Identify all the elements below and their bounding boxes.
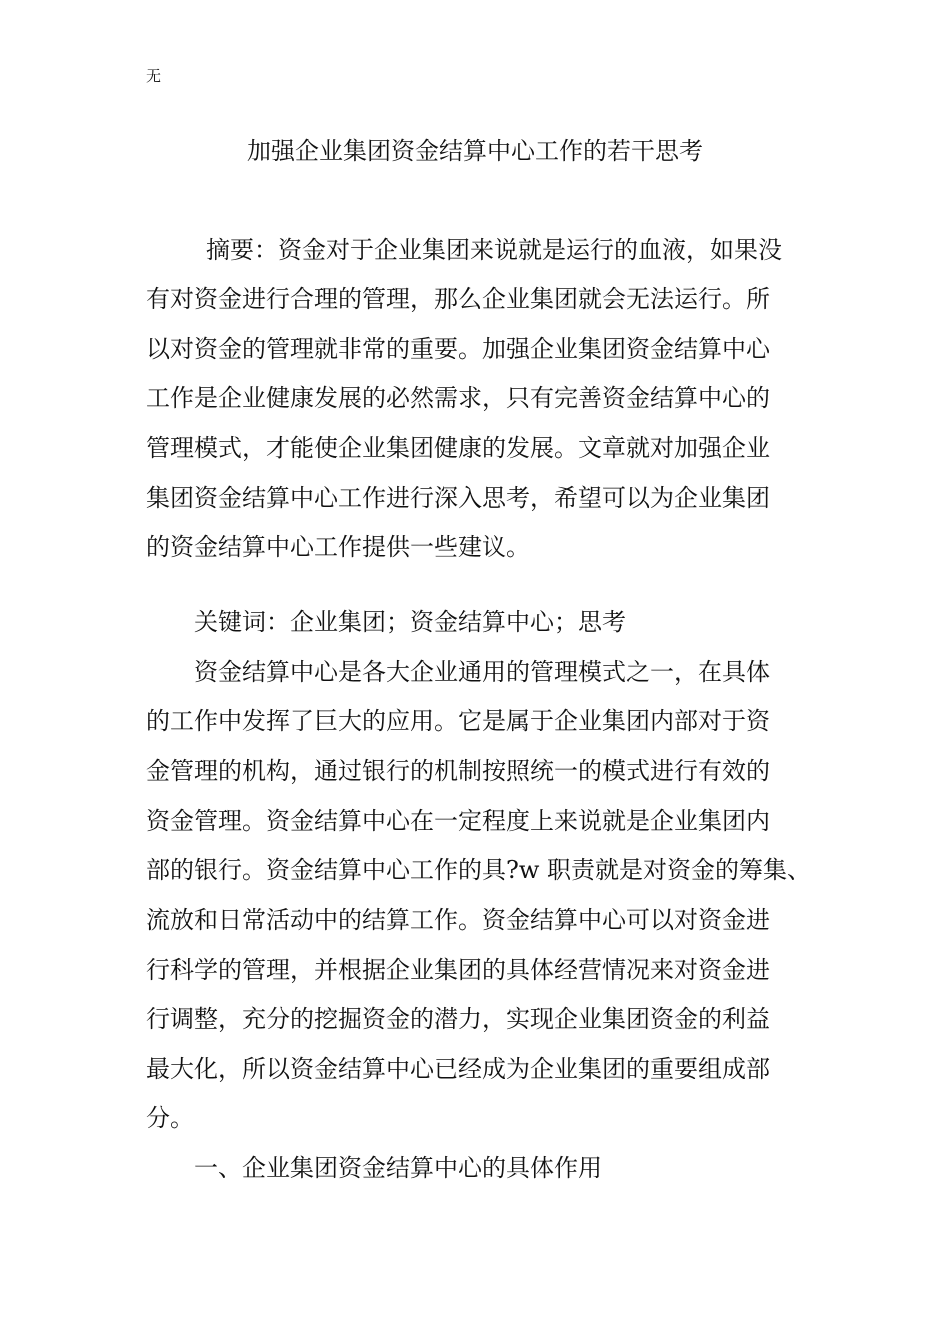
abstract-line: 管理模式，才能使企业集团健康的发展。文章就对加强企业: [146, 434, 770, 462]
body-line: 最大化，所以资金结算中心已经成为企业集团的重要组成部: [146, 1055, 770, 1083]
abstract-line: 工作是企业健康发展的必然需求，只有完善资金结算中心的: [146, 384, 770, 412]
body-line: 行科学的管理，并根据企业集团的具体经营情况来对资金进: [146, 956, 770, 984]
abstract-line: 有对资金进行合理的管理，那么企业集团就会无法运行。所: [146, 285, 770, 313]
body-line: 行调整，充分的挖掘资金的潜力，实现企业集团资金的利益: [146, 1005, 770, 1033]
section-heading: 一、企业集团资金结算中心的具体作用: [194, 1154, 602, 1182]
document-title: 加强企业集团资金结算中心工作的若干思考: [247, 137, 703, 165]
body-line: 流放和日常活动中的结算工作。资金结算中心可以对资金进: [146, 906, 770, 934]
body-line: 的工作中发挥了巨大的应用。它是属于企业集团内部对于资: [146, 707, 770, 735]
body-line: 部的银行。资金结算中心工作的具?w 职责就是对资金的筹集、: [146, 856, 812, 884]
abstract-line: 以对资金的管理就非常的重要。加强企业集团资金结算中心: [146, 335, 770, 363]
body-line: 资金管理。资金结算中心在一定程度上来说就是企业集团内: [146, 807, 770, 835]
body-line: 金管理的机构，通过银行的机制按照统一的模式进行有效的: [146, 757, 770, 785]
keywords-line: 关键词：企业集团；资金结算中心；思考: [194, 608, 626, 636]
body-line: 分。: [146, 1104, 194, 1132]
abstract-line: 集团资金结算中心工作进行深入思考，希望可以为企业集团: [146, 484, 770, 512]
abstract-line: 的资金结算中心工作提供一些建议。: [146, 533, 530, 561]
header-note: 无: [146, 67, 162, 85]
abstract-line: 摘要：资金对于企业集团来说就是运行的血液，如果没: [206, 236, 782, 264]
body-line: 资金结算中心是各大企业通用的管理模式之一，在具体: [194, 658, 770, 686]
